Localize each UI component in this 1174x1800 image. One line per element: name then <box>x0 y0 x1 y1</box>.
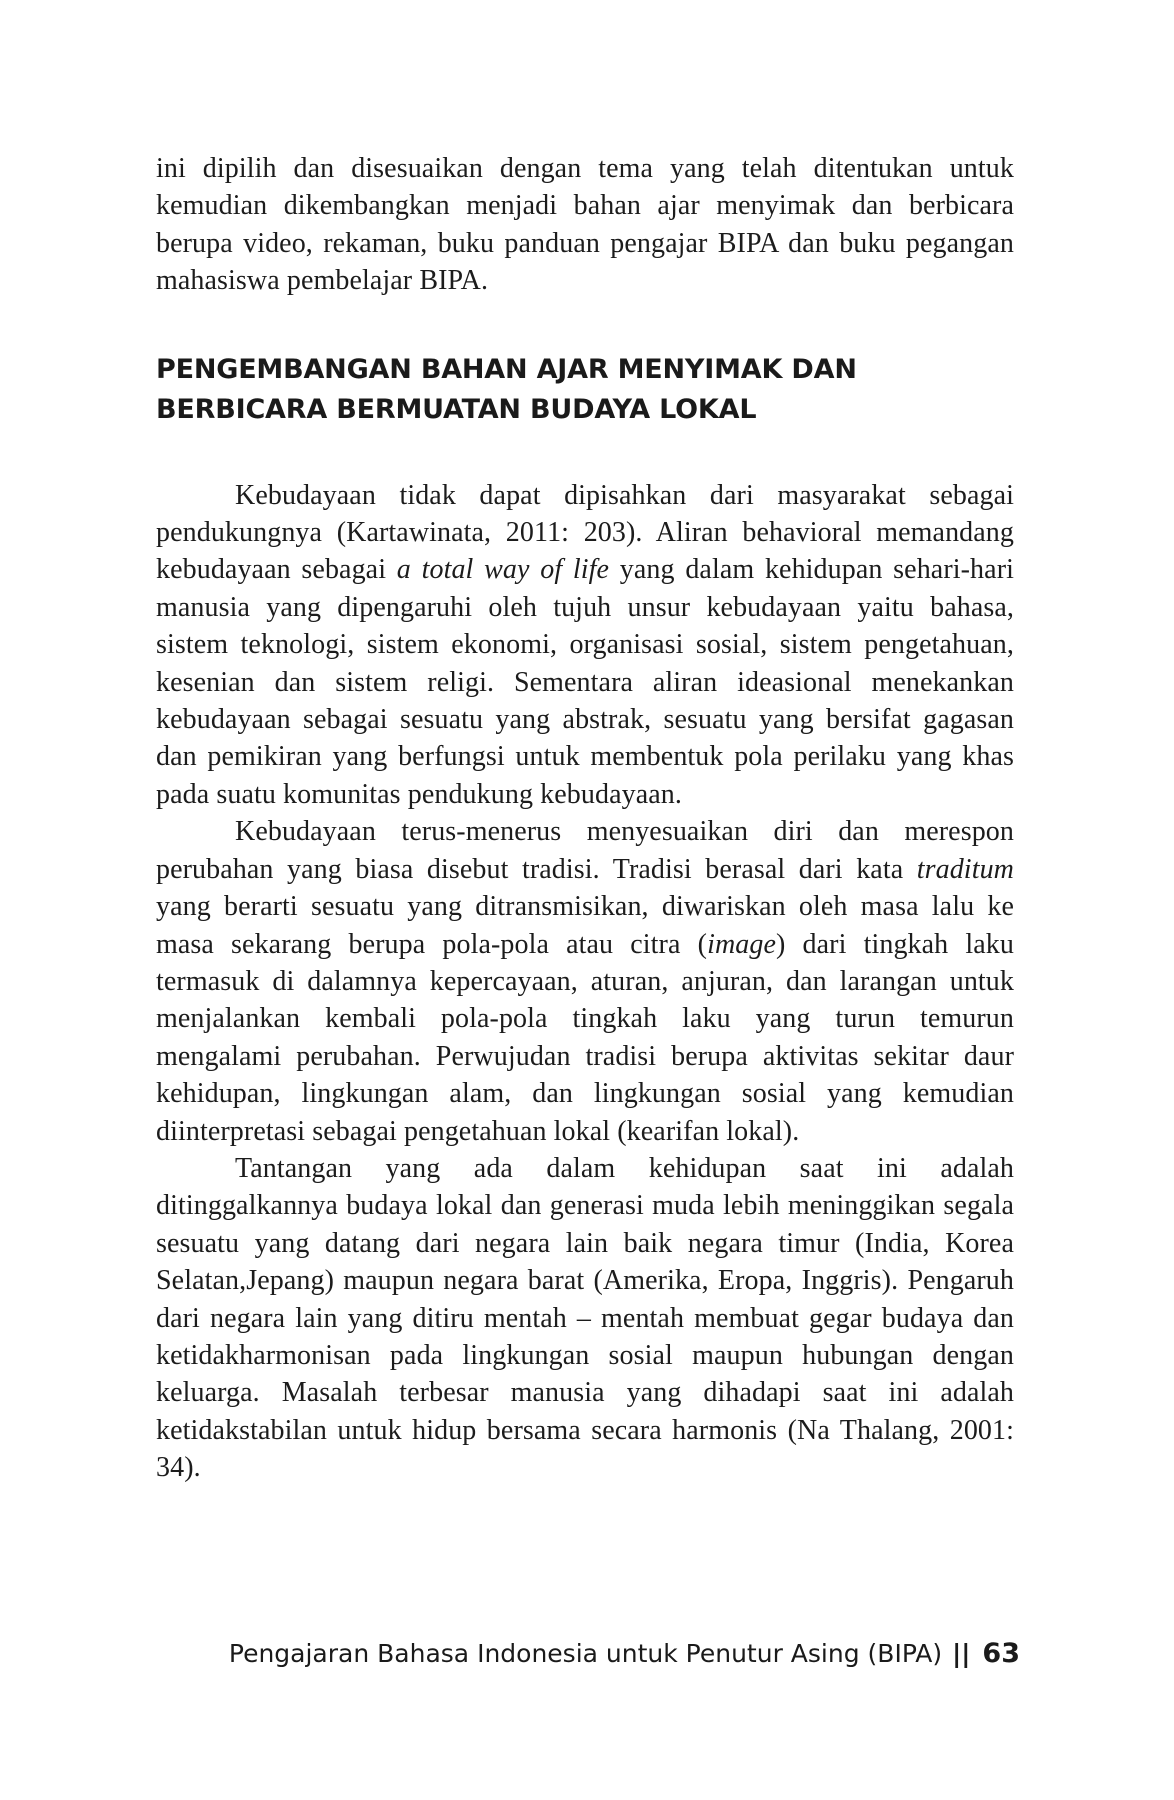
paragraph-tradition <box>156 813 1014 1150</box>
paragraph-culture-text-2: yang dalam kehidupan sehari-hari manusia yang dipengaruhi oleh tujuh unsur kebudayaan yaitu bahasa, sistem teknologi, sistem ekonomi, organisasi sosial, sistem pengetahuan, kesenian dan sistem religi. Sementara aliran ideasional menekankan kebudayaan sebagai sesuatu yang abstrak, sesuatu yang bersifat gagasan dan pemikiran yang berfungsi untuk membentuk pola perilaku yang khas pada suatu komunitas pendukung kebudayaan. <box>156 554 1014 810</box>
section-heading <box>156 350 1014 430</box>
paragraph-culture-text-1: Kebudayaan tidak dapat dipisahkan dari masyarakat sebagai pendukungnya (Kartawinata, 2011: 203). Aliran behavioral memandang kebudayaan sebagai <box>156 479 1014 586</box>
footer-separator: || <box>952 1639 971 1668</box>
italic-total-way-of-life: a total way of life <box>396 554 610 586</box>
paragraph-tradition-text-3: ) dari tingkah laku termasuk di dalamnya kepercayaan, aturan, anjuran, dan larangan untuk menjalankan kembali pola-pola tingkah laku yang turun temurun mengalami perubahan. Perwujudan tradisi berupa aktivitas sekitar daur kehidupan, lingkungan alam, dan lingkungan sosial yang kemudian diinterpretasi sebagai pengetahuan lokal (kearifan lokal). <box>156 928 1015 1147</box>
section-heading-line-1: PENGEMBANGAN BAHAN AJAR MENYIMAK DAN <box>156 353 857 385</box>
page-footer <box>170 1636 1020 1672</box>
page-body <box>156 150 1014 1487</box>
footer-book-title: Pengajaran Bahasa Indonesia untuk Penutur Asing (BIPA) <box>228 1639 943 1668</box>
page-number: 63 <box>982 1638 1020 1669</box>
italic-image: image <box>707 928 776 960</box>
section-heading-line-2: BERBICARA BERMUATAN BUDAYA LOKAL <box>156 393 757 425</box>
paragraph-tradition-text-2: yang berarti sesuatu yang ditransmisikan, diwariskan oleh masa lalu ke masa sekarang berupa pola-pola atau citra ( <box>156 891 1014 960</box>
intro-paragraph: ini dipilih dan disesuaikan dengan tema yang telah ditentukan untuk kemudian dikembangkan menjadi bahan ajar menyimak dan berbicara berupa video, rekaman, buku panduan pengajar BIPA dan buku pegangan mahasiswa pembelajar BIPA. <box>156 153 1014 297</box>
italic-traditum: traditum <box>916 853 1014 885</box>
paragraph-culture <box>156 477 1014 814</box>
paragraph-challenge: Tantangan yang ada dalam kehidupan saat ini adalah ditinggalkannya budaya lokal dan generasi muda lebih meninggikan segala sesuatu yang datang dari negara lain baik negara timur (India, Korea Selatan,Jepang) maupun negara barat (Amerika, Eropa, Inggris). Pengaruh dari negara lain yang ditiru mentah – mentah membuat gegar budaya dan ketidakharmonisan pada lingkungan sosial maupun hubungan dengan keluarga. Masalah terbesar manusia yang dihadapi saat ini adalah ketidakstabilan untuk hidup bersama secara harmonis (Na Thalang, 2001: 34). <box>156 1152 1014 1484</box>
paragraph-tradition-text-1: Kebudayaan terus-menerus menyesuaikan diri dan merespon perubahan yang biasa disebut tradisi. Tradisi berasal dari kata <box>156 816 1014 885</box>
